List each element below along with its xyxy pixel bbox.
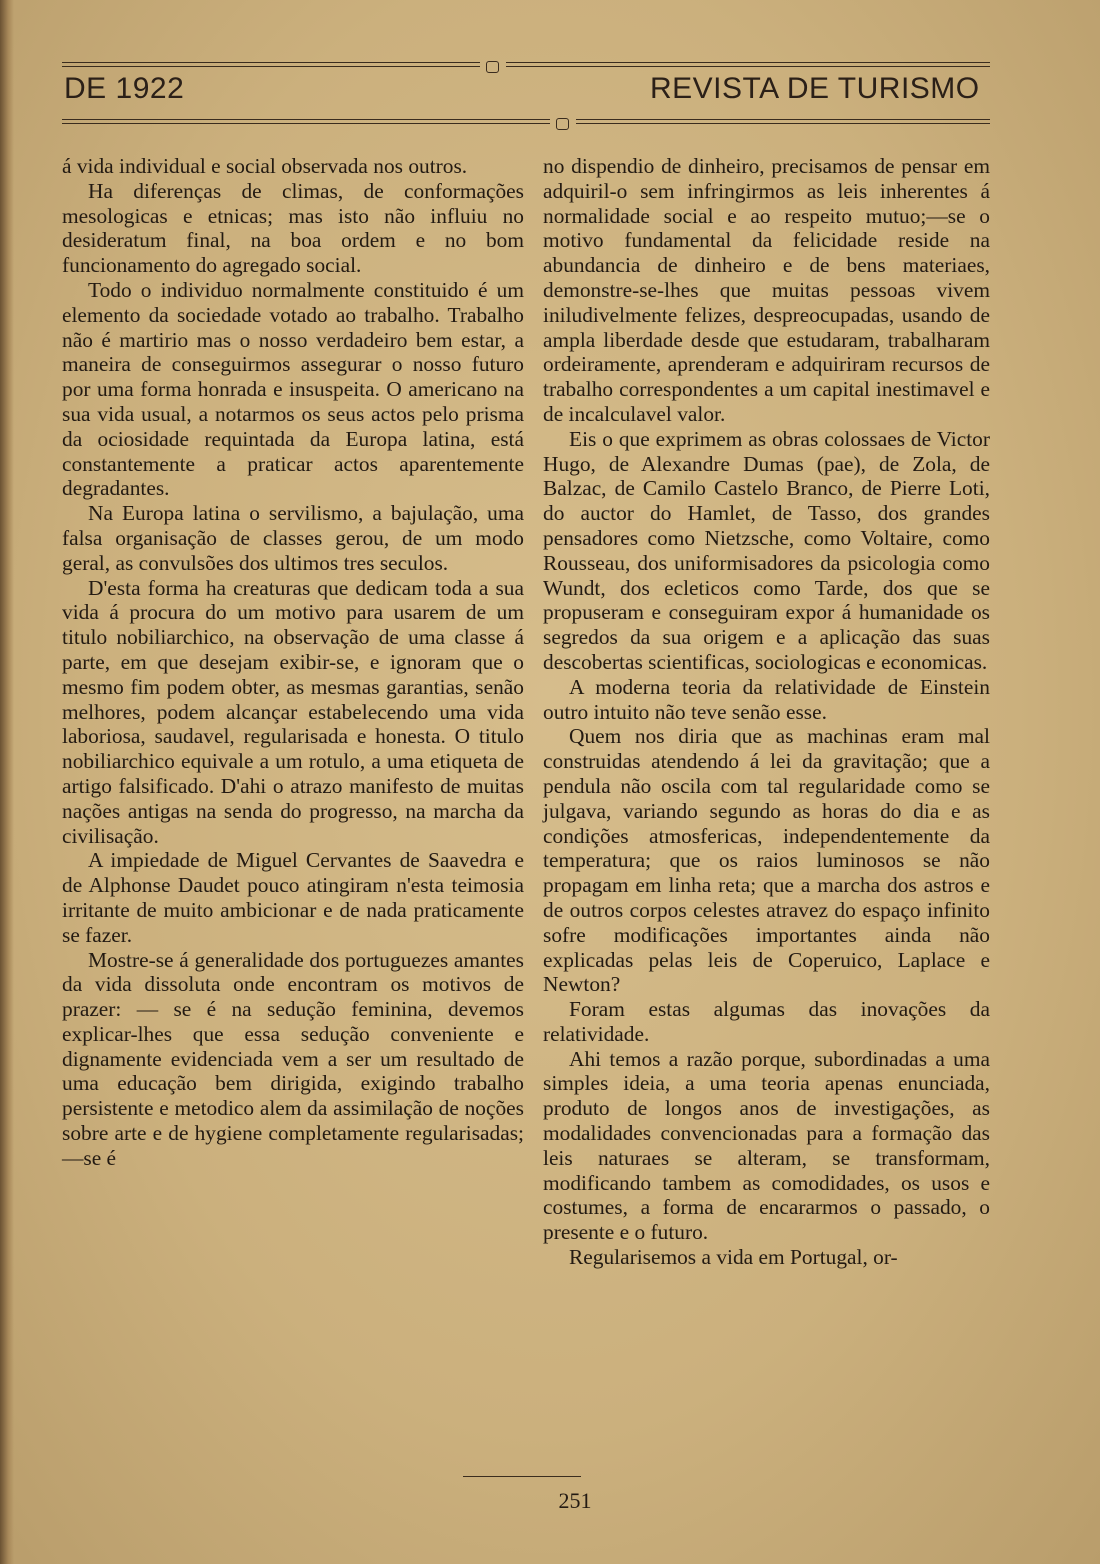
right-paragraph-4: Quem nos diria que as machinas eram mal construidas atendendo á lei da gravitação; que a pendula não oscila com tal regularidade como se julgava, variando segundo as horas do dia e as condições atmosfericas, independentemente da temperatura; que os raios luminosos se não propagam em linha reta; que a marcha dos astros e de outros corpos celestes atravez do espaço infinito sofre modificações importantes ainda não explicadas pelas leis de Coperuico, Laplace e Newton?	[543, 724, 990, 997]
left-paragraph-4: Na Europa latina o servilismo, a bajulação, uma falsa organisação de classes gerou, de um modo geral, as convulsões dos ultimos tres seculos.	[62, 501, 524, 575]
left-paragraph-5: D'esta forma ha creaturas que dedicam toda a sua vida á procura do um motivo para usarem de um titulo nobiliarchico, na observação de uma classe á parte, em que desejam exibir-se, e ignoram que o mesmo fim podem obter, as mesmas garantias, senão melhores, podem alcançar estabelecendo uma vida laboriosa, saudavel, regularisada e honesta. O titulo nobiliarchico equivale a um rotulo, a uma etiqueta de artigo falsificado. D'ahi o atrazo manifesto de muitas nações antigas na senda do progresso, na marcha da civilisação.	[62, 575, 524, 848]
header-bottom-rule-right	[576, 119, 990, 124]
right-paragraph-2: Eis o que exprimem as obras colossaes de Victor Hugo, de Alexandre Dumas (pae), de Zola, de Balzac, de Camilo Castelo Branco, de Pierre Loti, do auctor do Hamlet, de Tasso, dos grandes pensadores como Nietzsche, como Voltaire, como Rousseau, dos uniformisadores da psicologia como Wundt, dos ecleticos como Tarde, dos que se propuseram e conseguiram expor á humanidade os segredos da sua origem e a aplicação das suas descobertas scientificas, sociologicas e economicas.	[543, 426, 990, 674]
right-paragraph-1: no dispendio de dinheiro, precisamos de pensar em adquiril-o sem infringirmos as leis inherentes á normalidade social e ao respeito mutuo;—se o motivo fundamental da felicidade reside na abundancia de dinheiro e de bens materiaes, demonstre-se-lhes que muitas pessoas vivem iniludivelmente felizes, despreocupadas, usando de ampla liberdade desde que estudaram, trabalharam ordeiramente, aprenderam e adquiriram recursos de trabalho correspondentes a um capital inestimavel e de incalculavel valor.	[543, 154, 990, 426]
header-top-rule-right	[506, 62, 990, 67]
right-column	[543, 154, 990, 1270]
header-right-title: REVISTA DE TURISMO	[650, 72, 980, 105]
left-column	[62, 154, 524, 1171]
page-number: 251	[558, 1488, 592, 1513]
left-paragraph-2: Ha diferenças de climas, de conformações mesologicas e etnicas; mas isto não influiu no desideratum final, na boa ordem e no bom funcionamento do agregado social.	[62, 178, 524, 278]
left-paragraph-7: Mostre-se á generalidade dos portuguezes amantes da vida dissoluta onde encontram os motivos de prazer: — se é na sedução feminina, devemos explicar-lhes que essa sedução conveniente e dignamente evidenciada vem a ser um resultado de uma educação bem dirigida, exigindo trabalho persistente e metodico alem da assimilação de noções sobre arte e de hygiene completamente regularisadas;—se é	[62, 947, 524, 1170]
right-paragraph-3: A moderna teoria da relatividade de Einstein outro intuito não teve senão esse.	[543, 674, 990, 724]
header-top-rule-left	[62, 62, 480, 67]
left-paragraph-6: A impiedade de Miguel Cervantes de Saavedra e de Alphonse Daudet pouco atingiram n'esta teimosia irritante de muito ambicionar e de nada praticamente se fazer.	[62, 848, 524, 947]
left-paragraph-3: Todo o individuo normalmente constituido é um elemento da sociedade votado ao trabalho. Trabalho não é martirio mas o nosso verdadeiro bem estar, a maneira de conseguirmos assegurar o nosso futuro por uma forma honrada e insuspeita. O americano na sua vida usual, a notarmos os seus actos pelo prisma da ociosidade requintada da Europa latina, está constantemente a praticar actos aparentemente degradantes.	[62, 277, 524, 501]
header-bottom-rule-left	[62, 119, 550, 124]
right-paragraph-6: Ahi temos a razão porque, subordinadas a uma simples ideia, a uma teoria apenas enunciada, produto de longos anos de investigações, as modalidades convencionadas para a formação das leis naturaes se alteram, se transformam, modificando tambem as comodidades, os usos e costumes, a forma de encararmos o passado, o presente e o futuro.	[543, 1046, 990, 1245]
left-paragraph-1: á vida individual e social observada nos outros.	[62, 154, 468, 178]
header-ornament-top	[486, 61, 499, 73]
page-edge-shadow	[0, 0, 14, 1564]
header-ornament-bottom	[556, 118, 569, 130]
right-paragraph-7: Regularisemos a vida em Portugal, or-	[569, 1245, 898, 1270]
right-paragraph-5: Foram estas algumas das inovações da relatividade.	[543, 997, 990, 1046]
footer-rule	[463, 1476, 581, 1477]
header-left-date: DE 1922	[64, 72, 185, 105]
